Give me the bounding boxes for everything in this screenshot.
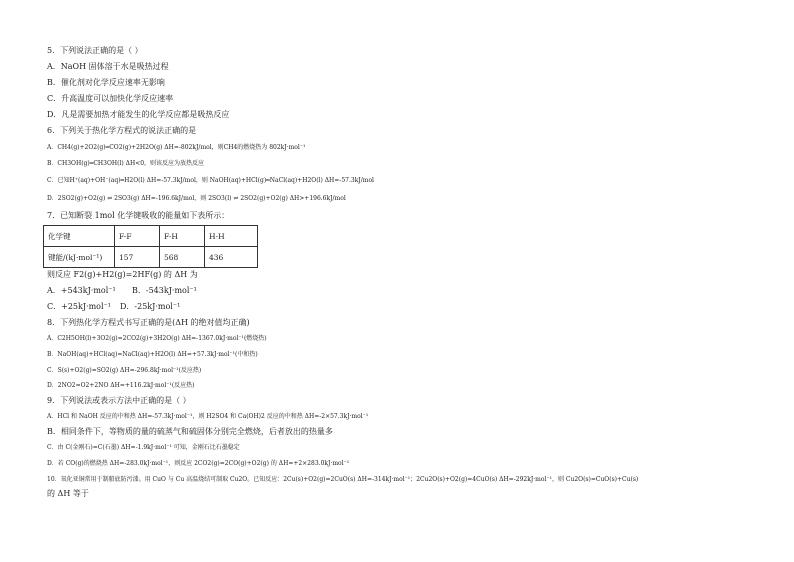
q9-option-a: A．HCl 和 NaOH 反应的中和热 ΔH=-57.3kJ·mol⁻¹，则 H2SO4 和 Ca(OH)2 反应的中和热 ΔH=-2×57.3kJ·mol⁻¹ [47, 413, 369, 420]
q5-option-b: B．催化剂对化学反应速率无影响 [47, 78, 165, 87]
table-header-cell: H-H [205, 226, 258, 247]
table-row [44, 247, 258, 268]
q7-option-b: B．-543kJ·mol⁻¹ [132, 286, 197, 295]
table-header-cell: 化学键 [44, 226, 115, 247]
q6-option-b: B．CH3OH(g)═CH3OH(l) ΔH<0，则该反应为放热反应 [47, 160, 205, 167]
q7-option-a: A．+543kJ·mol⁻¹ [47, 286, 116, 295]
q6-option-c: C．已知H⁺(aq)+OH⁻(aq)═H2O(l) ΔH=-57.3kJ/mol，则 NaOH(aq)+HCl(g)═NaCl(aq)+H2O(l) ΔH=-57.3kJ/mol [47, 177, 374, 184]
q7-stem: 7．已知断裂 1mol 化学键吸收的能量如下表所示： [47, 211, 230, 220]
q7-follow: 则反应 F2(g)+H2(g)=2HF(g) 的 ΔH 为 [47, 270, 198, 279]
q7-option-c: C．+25kJ·mol⁻¹ [47, 302, 111, 311]
q7-option-d: D．-25kJ·mol⁻¹ [120, 302, 181, 311]
table-row-label: 键能/(kJ·mol⁻¹) [44, 247, 115, 268]
q8-stem: 8．下列热化学方程式书写正确的是(ΔH 的绝对值均正确) [47, 318, 250, 327]
q6-option-d: D．2SO2(g)+O2(g) ⇌ 2SO3(g) ΔH=-196.6kJ/mol，则 2SO3(l) ⇌ 2SO2(g)+O2(g) ΔH>+196.6kJ/mol [47, 195, 346, 202]
q8-option-c: C．S(s)+O2(g)=SO2(g) ΔH=-296.8kJ·mol⁻¹(反应热) [47, 367, 202, 374]
table-cell: 568 [160, 247, 205, 268]
q10-stem-line2: 的 ΔH 等于 [47, 489, 89, 498]
q5-option-c: C．升高温度可以加快化学反应速率 [47, 94, 174, 103]
q10-stem-line1: 10．氧化亚铜常用于制船底防污漆。用 CuO 与 Cu 高温烧结可制取 Cu2O。已知反应：2Cu(s)+O2(g)=2CuO(s) ΔH=-314kJ·mol⁻¹；2Cu2O(s)+O2(g)=4CuO(s) ΔH=-292kJ·mol⁻¹，则 Cu2O(s)=CuO(s)+Cu(s) [47, 476, 639, 483]
q8-option-a: A．C2H5OH(l)+3O2(g)=2CO2(g)+3H2O(g) ΔH=-1367.0kJ·mol⁻¹(燃烧热) [47, 335, 267, 342]
table-cell: 157 [115, 247, 160, 268]
table-cell: 436 [205, 247, 258, 268]
table-header-cell: F-H [160, 226, 205, 247]
q5-option-d: D．凡是需要加热才能发生的化学反应都是吸热反应 [47, 110, 230, 119]
q6-stem: 6．下列关于热化学方程式的说法正确的是 [47, 126, 197, 135]
q8-option-b: B．NaOH(aq)+HCl(aq)=NaCl(aq)+H2O(l) ΔH=+57.3kJ·mol⁻¹(中和热) [47, 351, 258, 358]
q5-stem: 5．下列说法正确的是（ ） [47, 46, 143, 55]
q8-option-d: D．2NO2=O2+2NO ΔH=+116.2kJ·mol⁻¹(反应热) [47, 382, 195, 389]
q9-option-c: C．由 C(金刚石)=C(石墨) ΔH=-1.9kJ·mol⁻¹ 可知，金刚石比石墨稳定 [47, 444, 240, 451]
q9-option-b: B．相同条件下，等物质的量的硫蒸气和硫固体分别完全燃烧，后者放出的热量多 [47, 427, 333, 436]
q9-option-d: D．若 CO(g)的燃烧热 ΔH=-283.0kJ·mol⁻¹，则反应 2CO2(g)=2CO(g)+O2(g) 的 ΔH=+2×283.0kJ·mol⁻¹ [47, 460, 350, 467]
q6-option-a: A．CH4(g)+2O2(g)═CO2(g)+2H2O(g) ΔH=-802kJ/mol，则CH4的燃烧热为 802kJ·mol⁻¹ [47, 144, 306, 151]
q5-option-a: A．NaOH 固体溶于水是吸热过程 [47, 62, 169, 71]
table-header-cell: F-F [115, 226, 160, 247]
q9-stem: 9．下列说法或表示方法中正确的是（ ） [47, 396, 191, 405]
bond-energy-table [43, 225, 258, 268]
table-row [44, 226, 258, 247]
